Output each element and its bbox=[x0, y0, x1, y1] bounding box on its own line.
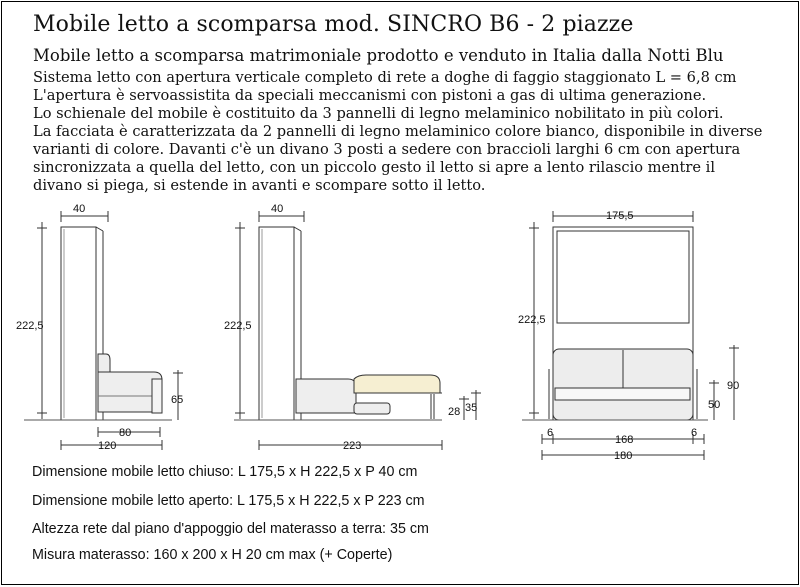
page-title: Mobile letto a scomparsa mod. SINCRO B6 - 2 piazze bbox=[33, 12, 634, 37]
product-sheet bbox=[1, 1, 799, 585]
height-label: 222,5 bbox=[16, 320, 44, 332]
page-subtitle: Mobile letto a scomparsa matrimoniale prodotto e venduto in Italia dalla Notti Blu bbox=[33, 46, 724, 65]
description-line: L'apertura è servoassistita da speciali meccanismi con pistoni a gas di ultima generazione. bbox=[33, 87, 707, 104]
arm-left-label: 6 bbox=[547, 427, 554, 439]
front-view bbox=[518, 210, 739, 462]
spec-open: Dimensione mobile letto aperto: L 175,5 x H 222,5 x P 223 cm bbox=[32, 493, 425, 509]
seat-width-label: 168 bbox=[615, 434, 634, 446]
total-depth-label: 120 bbox=[98, 440, 117, 452]
description-line: La facciata è caratterizzata da 2 pannelli di legno melaminico colore bianco, disponibile in diverse bbox=[33, 123, 763, 140]
technical-drawings bbox=[2, 197, 800, 467]
net-height-label: 35 bbox=[465, 402, 478, 414]
description-line: Sistema letto con apertura verticale completo di rete a doghe di faggio staggionato L = 6,8 cm bbox=[33, 69, 737, 86]
description-line: sincronizzata a quella del letto, con un piccolo gesto il letto si apre a lento rilascio mentre il bbox=[33, 159, 715, 176]
spec-mattress: Misura materasso: 160 x 200 x H 20 cm max (+ Coperte) bbox=[32, 547, 393, 563]
mattress-height-label: 28 bbox=[448, 406, 461, 418]
sofa-width-label: 180 bbox=[614, 450, 633, 462]
sofa-height-label: 90 bbox=[727, 380, 740, 392]
height-label: 222,5 bbox=[224, 320, 252, 332]
seat-depth-label: 80 bbox=[119, 427, 132, 439]
description-line: Lo schienale del mobile è costituito da 3 pannelli di legno melaminico nobilitato in più colori. bbox=[33, 105, 724, 122]
description-line: divano si piega, si estende in avanti e scompare sotto il letto. bbox=[33, 177, 486, 194]
width-label: 175,5 bbox=[606, 210, 634, 222]
side-view-closed bbox=[16, 203, 183, 452]
height-label: 222,5 bbox=[518, 314, 546, 326]
spec-net-height: Altezza rete dal piano d'appoggio del materasso a terra: 35 cm bbox=[32, 521, 429, 537]
seat-height-label: 65 bbox=[171, 394, 184, 406]
side-view-open bbox=[224, 203, 481, 452]
arm-right-label: 6 bbox=[691, 427, 698, 439]
depth-label: 40 bbox=[271, 203, 284, 215]
seat-height-label: 50 bbox=[708, 399, 721, 411]
description-line: varianti di colore. Davanti c'è un divano 3 posti a sedere con braccioli larghi 6 cm con apertura bbox=[33, 141, 741, 158]
depth-label: 40 bbox=[73, 203, 86, 215]
spec-closed: Dimensione mobile letto chiuso: L 175,5 x H 222,5 x P 40 cm bbox=[32, 464, 418, 480]
open-depth-label: 223 bbox=[343, 440, 362, 452]
